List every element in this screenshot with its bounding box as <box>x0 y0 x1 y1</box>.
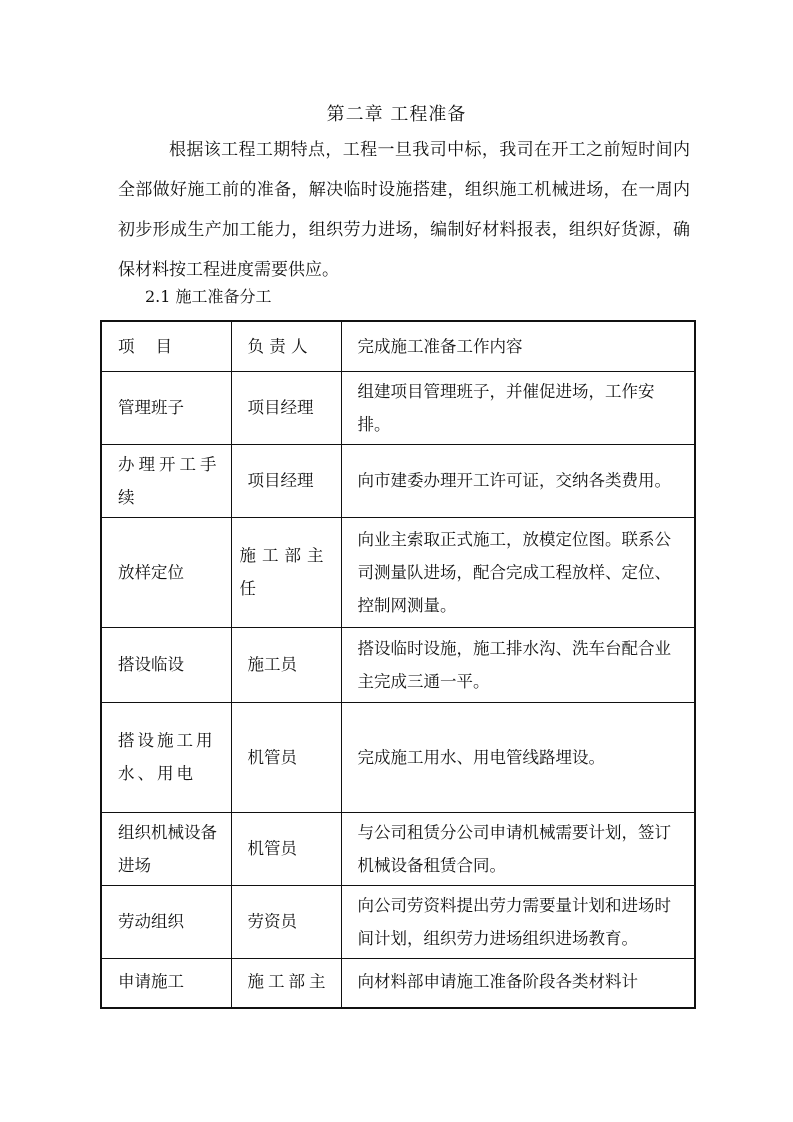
row-owner: 施工部主任 <box>231 517 341 627</box>
table-row <box>101 958 695 1008</box>
table-row <box>101 517 695 627</box>
table-row <box>101 444 695 517</box>
row-content: 搭设临时设施，施工排水沟、洗车台配合业主完成三通一平。 <box>341 627 695 702</box>
table-row <box>101 885 695 958</box>
row-content: 向材料部申请施工准备阶段各类材料计 <box>341 958 695 1008</box>
row-content: 完成施工用水、用电管线路埋设。 <box>341 702 695 812</box>
row-content: 向市建委办理开工许可证，交纳各类费用。 <box>341 444 695 517</box>
row-item: 办理开工手续 <box>101 444 231 517</box>
section-heading: 2.1 施工准备分工 <box>145 287 272 306</box>
header-owner: 负 责 人 <box>231 321 341 371</box>
row-item: 搭设临设 <box>101 627 231 702</box>
row-content: 向公司劳资料提出劳力需要量计划和进场时间计划，组织劳力进场组织进场教育。 <box>341 885 695 958</box>
row-owner: 机管员 <box>231 702 341 812</box>
table-header-row <box>101 321 695 371</box>
header-content: 完成施工准备工作内容 <box>341 321 695 371</box>
row-item: 劳动组织 <box>101 885 231 958</box>
row-item: 放样定位 <box>101 517 231 627</box>
row-content: 向业主索取正式施工，放模定位图。联系公司测量队进场，配合完成工程放样、定位、控制网测量。 <box>341 517 695 627</box>
table-row <box>101 702 695 812</box>
row-owner: 施工员 <box>231 627 341 702</box>
table-row <box>101 812 695 885</box>
table-row <box>101 371 695 444</box>
table-row <box>101 627 695 702</box>
row-owner: 项目经理 <box>231 444 341 517</box>
row-owner: 机管员 <box>231 812 341 885</box>
row-owner: 劳资员 <box>231 885 341 958</box>
row-owner: 项目经理 <box>231 371 341 444</box>
row-content: 组建项目管理班子，并催促进场，工作安排。 <box>341 371 695 444</box>
header-item: 项 目 <box>101 321 231 371</box>
row-item: 管理班子 <box>101 371 231 444</box>
preparation-table <box>100 320 696 1009</box>
row-content: 与公司租赁分公司申请机械需要计划，签订机械设备租赁合同。 <box>341 812 695 885</box>
chapter-title: 第二章 工程准备 <box>326 104 467 125</box>
row-item: 组织机械设备进场 <box>101 812 231 885</box>
row-owner: 施工部主 <box>231 958 341 1008</box>
row-item: 搭设施工用水、用电 <box>101 702 231 812</box>
intro-paragraph: 根据该工程工期特点，工程一旦我司中标，我司在开工之前短时间内全部做好施工前的准备，解决临时设施搭建，组织施工机械进场，在一周内初步形成生产加工能力，组织劳力进场，编制好材料报表，组织好货源，确保材料按工程进度需要供应。 <box>118 140 690 280</box>
row-item: 申请施工 <box>101 958 231 1008</box>
